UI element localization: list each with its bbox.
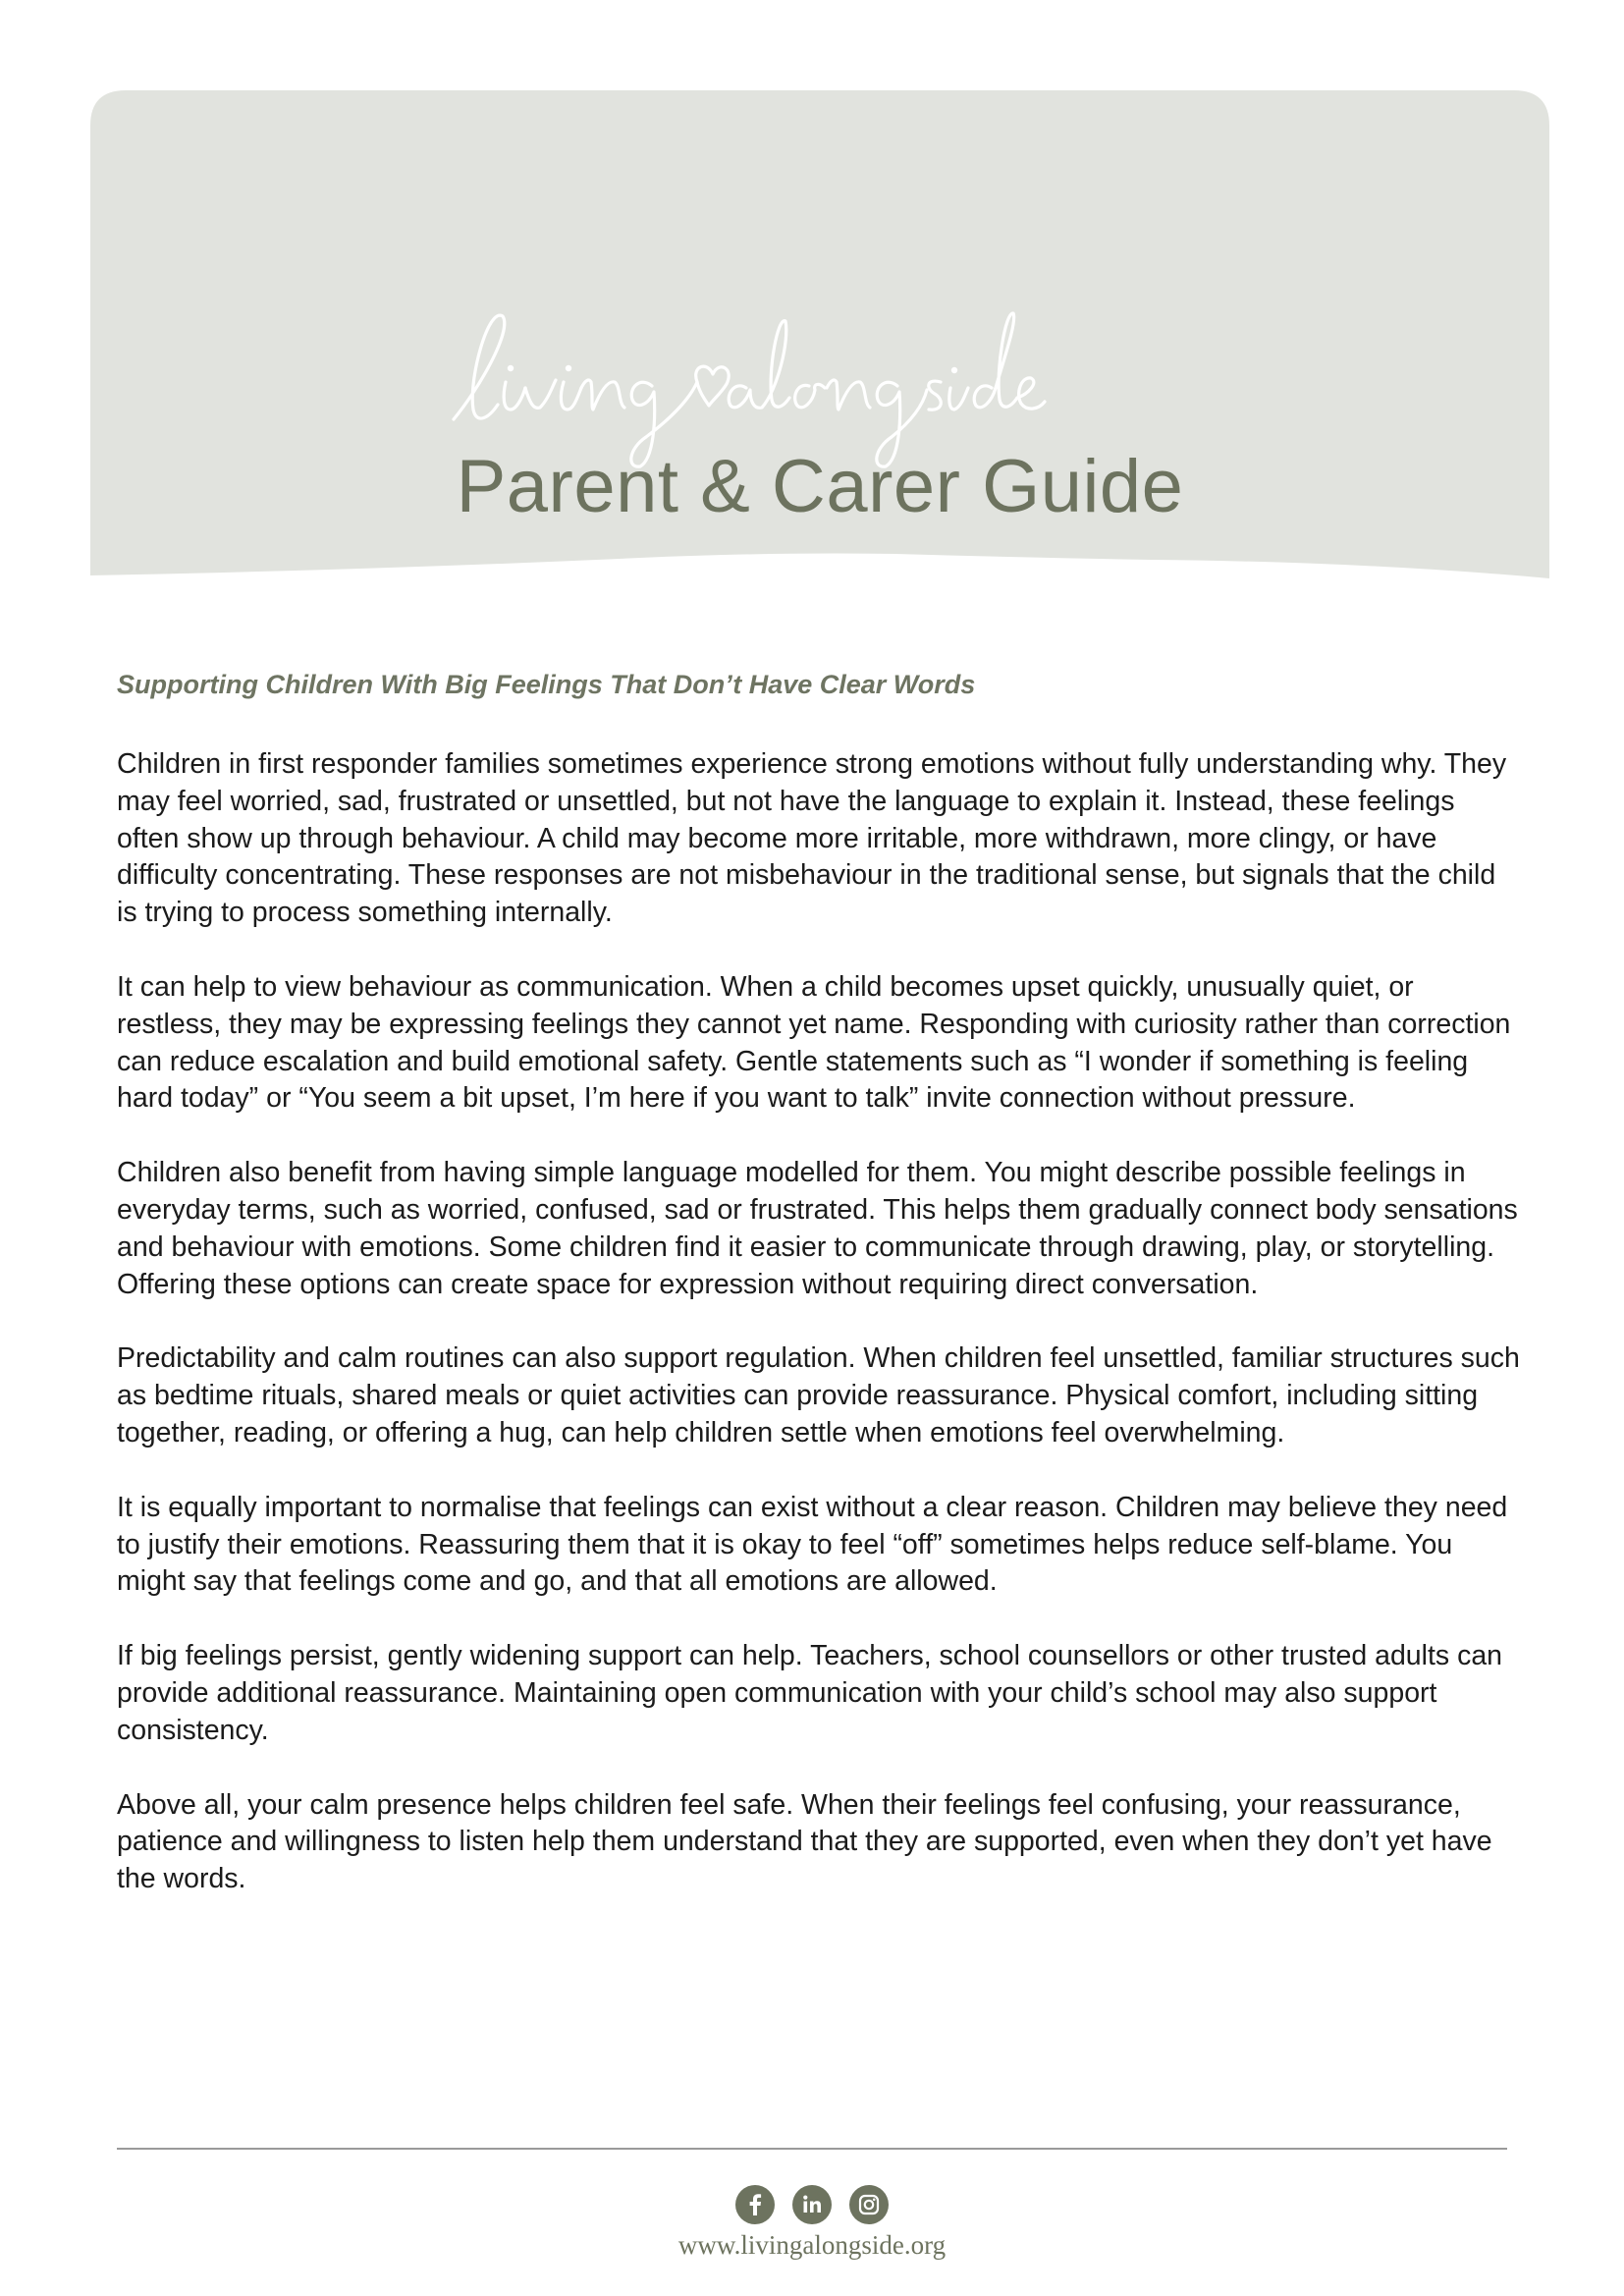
header-banner: [90, 90, 1549, 581]
paragraph-2: It can help to view behaviour as communication. When a child becomes upset quickly, unusually quiet, or restless, they may be expressing feelings they cannot yet name. Responding with curiosity rather than correction can reduce escalation and build emotional safety. Gentle statements such as “I wonder if something is feeling hard today” or “You seem a bit upset, I’m here if you want to talk” invite connection without pressure.: [117, 970, 1511, 1115]
instagram-icon[interactable]: [849, 2185, 889, 2224]
living-alongside-logo: [90, 272, 1549, 468]
paragraph-7: Above all, your calm presence helps children feel safe. When their feelings feel confusing, your reassurance, patience and willingness to listen help them understand that they are supported, even when they don’t yet have the words.: [117, 1788, 1492, 1895]
paragraph-5: It is equally important to normalise that feelings can exist without a clear reason. Children may believe they need to justify their emotions. Reassuring them that it is okay to feel “off” sometimes helps reduce self-blame. You might say that feelings come and go, and that all emotions are allowed.: [117, 1491, 1508, 1598]
paragraph-1: Children in first responder families sometimes experience strong emotions without fully understanding why. They may feel worried, sad, frustrated or unsettled, but not have the language to explain it. Instead, these feelings often show up through behaviour. A child may become more irritable, more withdrawn, more clingy, or have difficulty concentrating. These responses are not misbehaviour in the traditional sense, but signals that the child is trying to process something internally.: [117, 748, 1507, 929]
linkedin-icon[interactable]: [792, 2185, 832, 2224]
social-links: [0, 2185, 1624, 2224]
paragraph-3: Children also benefit from having simple language modelled for them. You might describe possible feelings in everyday terms, such as worried, confused, sad or frustrated. This helps them gradually connect body sensations and behaviour with emotions. Some children find it easier to communicate through drawing, play, or storytelling. Offering these options can create space for expression without requiring direct conversation.: [117, 1157, 1518, 1300]
article-subtitle: Supporting Children With Big Feelings That Don’t Have Clear Words: [117, 670, 976, 699]
paragraph-6: If big feelings persist, gently widening support can help. Teachers, school counsellors or other trusted adults can provide additional reassurance. Maintaining open communication with your child’s school may also support consistency.: [117, 1640, 1503, 1746]
website-link[interactable]: www.livingalongside.org: [677, 2230, 947, 2260]
paragraph-4: Predictability and calm routines can also support regulation. When children feel unsettled, familiar structures such as bedtime rituals, shared meals or quiet activities can provide reassurance. Physical comfort, including sitting together, reading, or offering a hug, can help children settle when emotions feel overwhelming.: [117, 1342, 1520, 1449]
footer-divider: [117, 2148, 1507, 2150]
page-title: Parent & Carer Guide: [456, 445, 1184, 528]
facebook-icon[interactable]: [735, 2185, 775, 2224]
article-body: [117, 666, 1521, 1936]
